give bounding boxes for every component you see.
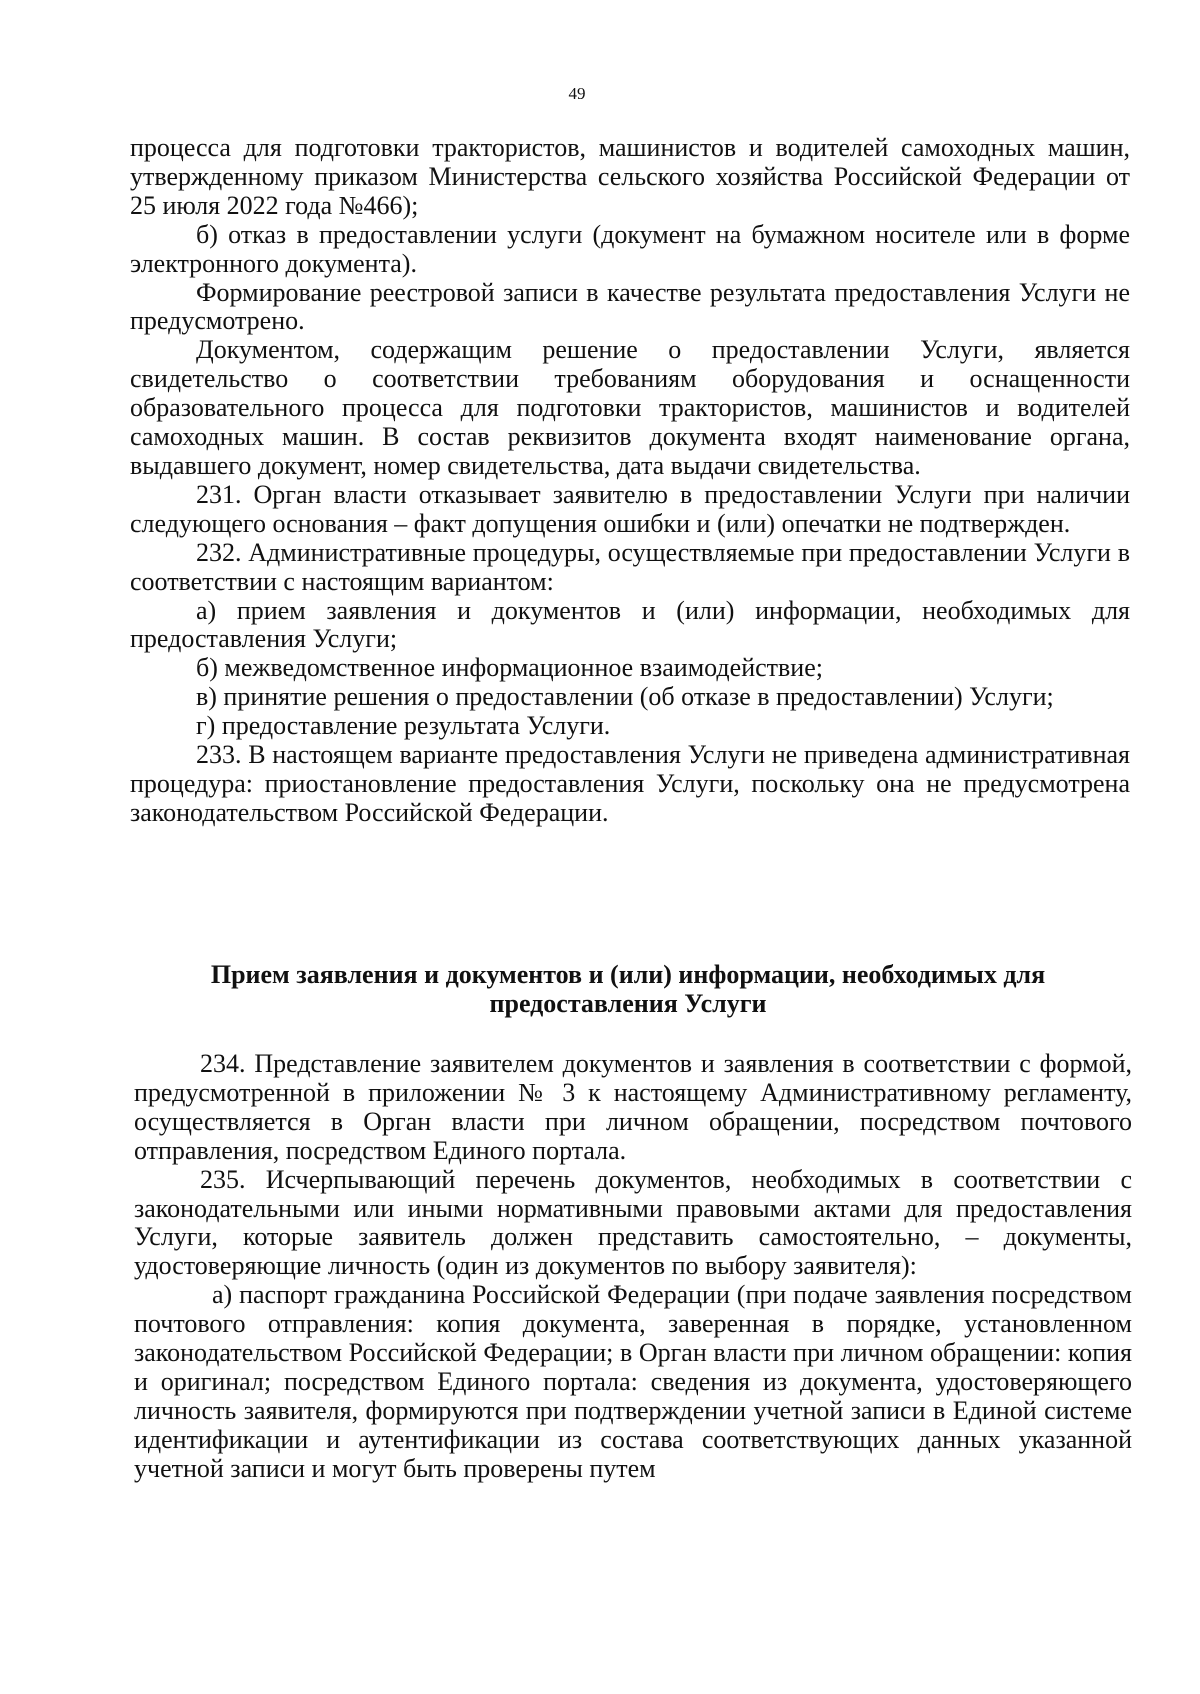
paragraph-decision-document: Документом, содержащим решение о предоставлении Услуги, является свидетельство о соответствии требованиям оборудования и оснащенности образовательного процесса для подготовки трактористов, машинистов и водителей самоходных машин. В состав реквизитов документа входят наименование органа, выдавшего документ, номер свидетельства, дата выдачи свидетельства. <box>130 335 1130 480</box>
paragraph-registry-record: Формирование реестровой записи в качестве результата предоставления Услуги не предусмотрено. <box>130 277 1130 336</box>
body-text-top <box>130 134 1130 828</box>
paragraph-232-item-a: а) прием заявления и документов и (или) информации, необходимых для предоставления Услуги; <box>130 595 1130 654</box>
paragraph-item-b-refusal: б) отказ в предоставлении услуги (документ на бумажном носителе или в форме электронного документа). <box>130 219 1130 278</box>
paragraph-231: 231. Орган власти отказывает заявителю в предоставлении Услуги при наличии следующего основания – факт допущения ошибки и (или) опечатки не подтвержден. <box>130 479 1130 538</box>
paragraph-232-item-g: г) предоставление результата Услуги. <box>196 711 611 741</box>
paragraph-235: 235. Исчерпывающий перечень документов, необходимых в соответствии с законодательными или иными нормативными правовыми актами для предоставления Услуги, которые заявитель должен представить самостоятельно, – документы, удостоверяющие личность (один из документов по выбору заявителя): <box>134 1164 1132 1281</box>
paragraph-232-item-b: б) межведомственное информационное взаимодействие; <box>196 653 823 683</box>
paragraph-232: 232. Административные процедуры, осуществляемые при предоставлении Услуги в соответствии с настоящим вариантом: <box>130 537 1130 596</box>
section-heading-line-1: Прием заявления и документов и (или) информации, необходимых для <box>210 960 1046 989</box>
paragraph-234: 234. Представление заявителем документов и заявления в соответствии с формой, предусмотренной в приложении № 3 к настоящему Административному регламенту, осуществляется в Орган власти при личном обращении, посредством почтового отправления, посредством Единого портала. <box>134 1049 1132 1165</box>
body-text-bottom <box>134 1050 1132 1484</box>
paragraph-continuation: процесса для подготовки трактористов, машинистов и водителей самоходных машин, утвержденному приказом Министерства сельского хозяйства Российской Федерации от 25 июля 2022 года №466); <box>130 133 1130 220</box>
paragraph-235-item-a: а) паспорт гражданина Российской Федерации (при подаче заявления посредством почтового отправления: копия документа, заверенная в порядке, установленном законодательством Российской Федерации; в Орган власти при личном обращении: копия и оригинал; посредством Единого портала: сведения из документа, удостоверяющего личность заявителя, формируются при подтверждении учетной записи в Единой системе идентификации и аутентификации из состава соответствующих данных указанной учетной записи и могут быть проверены путем <box>134 1280 1132 1483</box>
paragraph-233: 233. В настоящем варианте предоставления Услуги не приведена административная процедура: приостановление предоставления Услуги, поскольку она не предусмотрена законодательством Российской Федерации. <box>130 740 1130 827</box>
section-heading-line-2: предоставления Услуги <box>489 989 767 1018</box>
section-heading <box>128 960 1128 1018</box>
paragraph-232-item-v: в) принятие решения о предоставлении (об отказе в предоставлении) Услуги; <box>196 682 1054 712</box>
page-number: 49 <box>568 84 586 103</box>
